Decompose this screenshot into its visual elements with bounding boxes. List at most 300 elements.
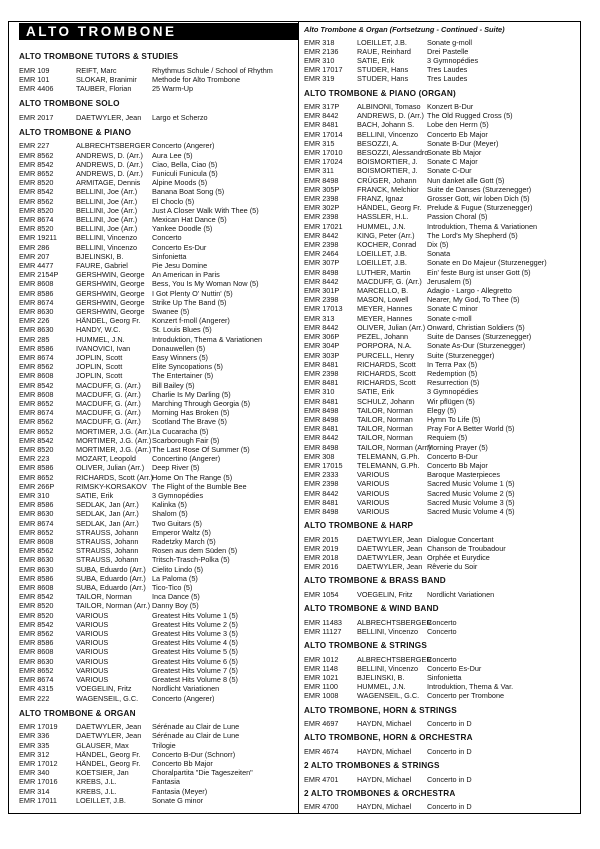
work-title: The Flight of the Bumble Bee <box>152 481 247 491</box>
composer: BJELINSKI, B. <box>357 672 405 682</box>
work-title: Bess, You Is My Woman Now (5) <box>152 279 259 289</box>
catalog-row <box>304 507 574 516</box>
composer: GERSHWIN, George <box>76 306 145 316</box>
composer: MORTIMER, J.G. (Arr.) <box>76 435 152 445</box>
work-title: Nordlicht Variationen <box>427 589 495 599</box>
section-heading: Alto Trombone & Organ (Fortsetzung - Continued - Suite) <box>304 25 505 34</box>
work-title: El Choclo (5) <box>152 196 195 206</box>
emr-number: EMR 302P <box>304 203 340 213</box>
work-title: Baroque Masterpieces <box>427 470 501 480</box>
left-sections <box>19 52 292 805</box>
emr-number: EMR 17016 <box>19 777 58 787</box>
section-heading: ALTO TROMBONE & HARP <box>304 521 414 531</box>
emr-number: EMR 8520 <box>19 205 54 215</box>
work-title: Sacred Music Volume 2 (5) <box>427 488 515 498</box>
composer: TELEMANN, G.Ph. <box>357 451 420 461</box>
emr-number: EMR 8542 <box>19 619 54 629</box>
catalog-section <box>304 25 574 84</box>
work-title: Yankee Doodle (5) <box>152 224 213 234</box>
emr-number: EMR 8481 <box>304 424 339 434</box>
composer: TAILOR, Norman (Arr.) <box>357 442 432 452</box>
catalog-row <box>304 277 574 286</box>
composer: VOEGELIN, Fritz <box>76 684 132 694</box>
composer: BELLINI, Vincenzo <box>76 242 138 252</box>
emr-number: EMR 8652 <box>19 426 54 436</box>
emr-number: EMR 311 <box>304 166 334 176</box>
emr-number: EMR 17024 <box>304 157 343 167</box>
section-heading: ALTO TROMBONE & BRASS BAND <box>304 576 446 586</box>
catalog-row <box>304 489 574 498</box>
catalog-row <box>19 307 292 316</box>
catalog-row <box>19 169 292 178</box>
catalog-row <box>304 479 574 488</box>
section-heading: ALTO TROMBONE & WIND BAND <box>304 604 439 614</box>
composer: BELLINI, Joe (Arr.) <box>76 214 138 224</box>
composer: TAILOR, Norman <box>357 405 413 415</box>
emr-number: EMR 8542 <box>19 592 54 602</box>
emr-number: EMR 285 <box>19 334 50 344</box>
composer: PURCELL, Henry <box>357 350 415 360</box>
work-title: Greatest Hits Volume 2 (5) <box>152 619 238 629</box>
emr-number: EMR 8608 <box>19 647 54 657</box>
composer: JOPLIN, Scott <box>76 362 123 372</box>
emr-number: EMR 310 <box>304 387 335 397</box>
work-title: Concerto Es-Dur <box>152 242 207 252</box>
catalog-row <box>304 295 574 304</box>
catalog-row <box>304 369 574 378</box>
composer: HAYDN, Michael <box>357 746 412 756</box>
composer: MORTIMER, J.G. (Arr.) <box>76 426 152 436</box>
composer: ALBRECHTSBERGER <box>76 141 151 151</box>
work-title: Swanee (5) <box>152 306 190 316</box>
emr-number: EMR 305P <box>304 184 340 194</box>
catalog-row <box>19 270 292 279</box>
composer: HÄNDEL, Georg Fr. <box>76 759 141 769</box>
work-title: Easy Winners (5) <box>152 352 208 362</box>
catalog-row <box>304 673 574 682</box>
composer: BELLINI, Joe (Arr.) <box>76 196 138 206</box>
catalog-row <box>19 500 292 509</box>
work-title: Mexican Hat Dance (5) <box>152 214 227 224</box>
work-title: Suite de Danses (Sturzenegger) <box>427 184 532 194</box>
catalog-row <box>19 611 292 620</box>
work-title: Funiculi Funicula (5) <box>152 168 218 178</box>
work-title: Hymn To Life (5) <box>427 414 481 424</box>
composer: MACDUFF, G. (Arr.) <box>76 399 141 408</box>
work-title: Ciao, Bella, Ciao (5) <box>152 159 218 169</box>
emr-number: EMR 8520 <box>19 610 54 620</box>
emr-number: EMR 2154P <box>19 270 59 280</box>
emr-number: EMR 336 <box>19 731 50 741</box>
composer: WAGENSEIL, G.C. <box>76 693 139 703</box>
composer: STUDER, Hans <box>357 74 409 84</box>
work-title: Sacred Music Volume 4 (5) <box>427 506 515 516</box>
work-title: Just A Closer Walk With Thee (5) <box>152 205 259 215</box>
work-title: 25 Warm-Up <box>152 83 194 93</box>
composer: ALBINONI, Tomaso <box>357 102 421 112</box>
composer: LOEILLET, J.B. <box>357 249 407 259</box>
work-title: Charlie Is My Darling (5) <box>152 389 231 399</box>
emr-number: EMR 8442 <box>304 111 339 121</box>
emr-number: EMR 319 <box>304 74 335 84</box>
catalog-row <box>304 544 574 553</box>
work-title: Wir pflügen (5) <box>427 396 475 406</box>
composer: HAYDN, Michael <box>357 802 412 812</box>
catalog-row <box>19 316 292 325</box>
work-title: Concerto in D <box>427 719 472 729</box>
catalog-row <box>304 378 574 387</box>
section-heading: ALTO TROMBONE & STRINGS <box>304 641 428 651</box>
work-title: Trilogie <box>152 740 176 750</box>
work-title: Strike Up The Band (5) <box>152 297 227 307</box>
work-title: Alpine Moods (5) <box>152 178 208 188</box>
emr-number: EMR 307P <box>304 258 340 268</box>
work-title: Pray For A Better World (5) <box>427 424 515 434</box>
work-title: Adagio - Largo - Allegretto <box>427 286 512 296</box>
emr-number: EMR 2398 <box>304 295 339 305</box>
emr-number: EMR 4406 <box>19 83 54 93</box>
composer: BELLINI, Vincenzo <box>76 233 138 243</box>
catalog-row <box>304 47 574 56</box>
composer: STRAUSS, Johann <box>76 555 139 565</box>
composer: DAETWYLER, Jean <box>357 562 423 572</box>
emr-number: EMR 306P <box>304 332 340 342</box>
composer: VARIOUS <box>357 506 390 516</box>
catalog-row <box>304 433 574 442</box>
emr-number: EMR 1148 <box>304 663 338 673</box>
emr-number: EMR 8608 <box>19 371 54 381</box>
composer: STRAUSS, Johann <box>76 546 139 556</box>
catalog-row <box>19 141 292 150</box>
emr-number: EMR 2018 <box>304 553 339 563</box>
work-title: Drei Pastelle <box>427 46 469 56</box>
composer: DAETWYLER, Jean <box>357 534 423 544</box>
emr-number: EMR 222 <box>19 693 50 703</box>
composer: ANDREWS, D. (Arr.) <box>76 159 143 169</box>
catalog-row <box>19 289 292 298</box>
catalog-row <box>19 215 292 224</box>
composer: MARCELLO, B. <box>357 286 409 296</box>
emr-number: EMR 19211 <box>19 233 57 243</box>
catalog-row <box>304 535 574 544</box>
catalog-row <box>19 362 292 371</box>
work-title: Sonate g-moll <box>427 37 473 47</box>
work-title: Sacred Music Volume 3 (5) <box>427 497 515 507</box>
emr-number: EMR 2398 <box>304 479 339 489</box>
emr-number: EMR 17019 <box>19 722 58 732</box>
emr-number: EMR 313 <box>304 313 335 323</box>
work-title: Chanson de Troubadour <box>427 543 506 553</box>
composer: BELLINI, Joe (Arr.) <box>76 187 138 197</box>
work-title: Konzert f-moll (Angerer) <box>152 316 230 326</box>
work-title: Sonate As-Dur (Sturzenegger) <box>427 341 526 351</box>
composer: BELLINI, Joe (Arr.) <box>76 205 138 215</box>
composer: VARIOUS <box>357 497 390 507</box>
composer: SATIE, Erik <box>357 55 395 65</box>
emr-number: EMR 8562 <box>19 150 54 160</box>
composer: RICHARDS, Scott <box>357 359 416 369</box>
composer: HUMMEL, J.N. <box>357 682 406 692</box>
work-title: Kalinka (5) <box>152 500 187 510</box>
composer: ANDREWS, D. (Arr.) <box>76 168 143 178</box>
emr-number: EMR 8498 <box>304 405 339 415</box>
emr-number: EMR 8520 <box>19 601 54 611</box>
catalog-page <box>8 21 581 814</box>
catalog-row <box>304 691 574 700</box>
work-title: Introduktion, Thema & Var. <box>427 682 514 692</box>
emr-number: EMR 2016 <box>304 562 339 572</box>
composer: SATIE, Erik <box>357 387 395 397</box>
composer: STRAUSS, Johann <box>76 527 139 537</box>
catalog-row <box>304 258 574 267</box>
emr-number: EMR 318 <box>304 37 335 47</box>
composer: DAETWYLER, Jean <box>76 722 142 732</box>
work-title: Tico-Tico (5) <box>152 583 193 593</box>
emr-number: EMR 8674 <box>19 408 54 418</box>
emr-number: EMR 2019 <box>304 543 339 553</box>
catalog-row <box>304 222 574 231</box>
emr-number: EMR 8562 <box>19 196 54 206</box>
work-title: Sonate C minor <box>427 304 478 314</box>
emr-number: EMR 8481 <box>304 497 339 507</box>
composer: VARIOUS <box>76 675 109 685</box>
work-title: An American in Paris <box>152 270 220 280</box>
work-title: Fantasia <box>152 777 180 787</box>
emr-number: EMR 8481 <box>304 396 339 406</box>
catalog-row <box>19 427 292 436</box>
work-title: Nordlicht Variationen <box>152 684 220 694</box>
composer: OLIVER, Julian (Arr.) <box>357 322 426 332</box>
work-title: Scarborough Fair (5) <box>152 435 220 445</box>
composer: ANDREWS, D. (Arr.) <box>357 111 424 121</box>
composer: HAYDN, Michael <box>357 774 412 784</box>
composer: KREBS, J.L. <box>76 777 117 787</box>
composer: GERSHWIN, George <box>76 288 145 298</box>
composer: BOISMORTIER, J. <box>357 166 418 176</box>
work-title: Grosser Gott, wir loben Dich (5) <box>427 194 530 204</box>
work-title: Nun danket alle Gott (5) <box>427 175 505 185</box>
work-title: The Lord's My Shepherd (5) <box>427 230 518 240</box>
work-title: Emperor Waltz (5) <box>152 527 211 537</box>
work-title: Rhythmus Schule / School of Rhythm <box>152 65 273 75</box>
work-title: Deep River (5) <box>152 463 200 473</box>
composer: MOZART, Leopold <box>76 454 136 464</box>
composer: MACDUFF, G. (Arr.) <box>76 380 141 390</box>
emr-number: EMR 1012 <box>304 654 339 664</box>
catalog-row <box>304 120 574 129</box>
composer: RICHARDS, Scott (Arr.) <box>76 472 154 482</box>
emr-number: EMR 8630 <box>19 656 54 666</box>
emr-number: EMR 8674 <box>19 518 54 528</box>
emr-number: EMR 1021 <box>304 672 339 682</box>
catalog-row <box>304 775 574 784</box>
catalog-row <box>304 148 574 157</box>
section-heading: ALTO TROMBONE & ORGAN <box>19 708 136 718</box>
composer: SEDLAK, Jan (Arr.) <box>76 500 139 510</box>
catalog-row <box>304 304 574 313</box>
catalog-row <box>304 314 574 323</box>
catalog-row <box>19 519 292 528</box>
section-heading: ALTO TROMBONE TUTORS & STUDIES <box>19 52 179 61</box>
composer: SATIE, Erik <box>76 491 114 501</box>
composer: LOEILLET, J.B. <box>357 37 407 47</box>
catalog-row <box>19 344 292 353</box>
catalog-row <box>304 139 574 148</box>
catalog-row <box>304 176 574 185</box>
work-title: Sinfonietta <box>152 251 187 261</box>
work-title: St. Louis Blues (5) <box>152 325 212 335</box>
emr-number: EMR 8562 <box>19 362 54 372</box>
catalog-row <box>19 224 292 233</box>
composer: MEYER, Hannes <box>357 313 413 323</box>
catalog-row <box>304 682 574 691</box>
work-title: Passion Choral (5) <box>427 212 488 222</box>
catalog-row <box>304 130 574 139</box>
work-title: Concerto per Trombone <box>427 691 505 701</box>
catalog-row <box>304 553 574 562</box>
composer: HAYDN, Michael <box>357 719 412 729</box>
emr-number: EMR 8652 <box>19 472 54 482</box>
catalog-section <box>304 89 574 517</box>
composer: JOPLIN, Scott <box>76 371 123 381</box>
catalog-section <box>304 706 574 729</box>
emr-number: EMR 8586 <box>19 573 54 583</box>
composer: GERSHWIN, George <box>76 297 145 307</box>
catalog-section <box>304 761 574 784</box>
emr-number: EMR 303P <box>304 350 340 360</box>
catalog-row <box>304 415 574 424</box>
emr-number: EMR 8630 <box>19 555 54 565</box>
catalog-row <box>19 252 292 261</box>
emr-number: EMR 17010 <box>304 148 343 158</box>
emr-number: EMR 8542 <box>19 380 54 390</box>
composer: KOCHER, Conrad <box>357 240 417 250</box>
work-title: Concerto <box>427 626 457 636</box>
composer: HÄNDEL, Georg Fr. <box>76 749 141 759</box>
emr-number: EMR 8481 <box>304 120 339 130</box>
work-title: Donauwellen (5) <box>152 343 206 353</box>
emr-number: EMR 8608 <box>19 389 54 399</box>
work-title: Prelude & Fugue (Sturzenegger) <box>427 203 533 213</box>
composer: VARIOUS <box>76 638 109 648</box>
work-title: Bill Bailey (5) <box>152 380 195 390</box>
catalog-row <box>19 160 292 169</box>
work-title: Introduktion, Thema & Variationen <box>427 221 538 231</box>
emr-number: EMR 8674 <box>19 352 54 362</box>
catalog-row <box>19 75 292 84</box>
composer: KREBS, J.L. <box>76 786 117 796</box>
composer: MORTIMER, J.G. (Arr.) <box>76 445 152 455</box>
work-title: Sérénade au Clair de Lune <box>152 722 240 732</box>
catalog-section <box>304 789 574 812</box>
composer: GERSHWIN, George <box>76 270 145 280</box>
composer: GERSHWIN, George <box>76 279 145 289</box>
section-heading: ALTO TROMBONE & PIANO <box>19 127 132 137</box>
composer: SUBA, Eduardo (Arr.) <box>76 583 146 593</box>
work-title: Elite Syncopations (5) <box>152 362 223 372</box>
catalog-row <box>19 509 292 518</box>
emr-number: EMR 8442 <box>304 322 339 332</box>
work-title: Sonate c-moll <box>427 313 472 323</box>
work-title: Concerto Bb Major <box>152 759 213 769</box>
emr-number: EMR 8608 <box>19 537 54 547</box>
composer: BESOZZI, Alessandro <box>357 148 429 158</box>
work-title: Requiem (5) <box>427 433 468 443</box>
emr-number: EMR 310 <box>304 55 335 65</box>
emr-number: EMR 17011 <box>19 795 57 805</box>
catalog-row <box>304 387 574 396</box>
emr-number: EMR 312 <box>19 749 50 759</box>
composer: TAILOR, Norman <box>357 424 413 434</box>
work-title: In Terra Pax (5) <box>427 359 478 369</box>
work-title: Resurrection (5) <box>427 378 480 388</box>
composer: SEDLAK, Jan (Arr.) <box>76 509 139 519</box>
catalog-row <box>19 233 292 242</box>
work-title: Sonate Bb Major <box>427 148 482 158</box>
emr-number: EMR 17013 <box>304 304 343 314</box>
composer: LOEILLET, J.B. <box>76 795 126 805</box>
composer: ARMITAGE, Dennis <box>76 178 141 188</box>
catalog-row <box>19 381 292 390</box>
catalog-row <box>304 747 574 756</box>
composer: MACDUFF, G. (Arr.) <box>76 408 141 418</box>
catalog-row <box>19 657 292 666</box>
emr-number: EMR 17012 <box>19 759 58 769</box>
composer: BELLINI, Joe (Arr.) <box>76 224 138 234</box>
catalog-row <box>304 74 574 83</box>
catalog-row <box>19 206 292 215</box>
emr-number: EMR 8652 <box>19 665 54 675</box>
composer: STUDER, Hans <box>357 65 409 75</box>
work-title: Sacred Music Volume 1 (5) <box>427 479 515 489</box>
catalog-row <box>304 185 574 194</box>
catalog-section <box>304 521 574 571</box>
catalog-row <box>19 390 292 399</box>
work-title: Ein' feste Burg ist unser Gott (5) <box>427 267 531 277</box>
emr-number: EMR 8674 <box>19 675 54 685</box>
catalog-row <box>19 555 292 564</box>
composer: PEZEL, Johann <box>357 332 409 342</box>
emr-number: EMR 17017 <box>304 65 343 75</box>
catalog-row <box>304 323 574 332</box>
work-title: Concerto Es-Dur <box>427 663 482 673</box>
catalog-row <box>304 627 574 636</box>
emr-number: EMR 109 <box>19 65 50 75</box>
composer: MEYER, Hannes <box>357 304 413 314</box>
composer: CRÜGER, Johann <box>357 175 417 185</box>
work-title: La Paloma (5) <box>152 573 198 583</box>
emr-number: EMR 11127 <box>304 626 342 636</box>
composer: OLIVER, Julian (Arr.) <box>76 463 145 473</box>
work-title: Marching Through Georgia (5) <box>152 399 251 408</box>
work-title: Shalom (5) <box>152 509 188 519</box>
catalog-row <box>304 231 574 240</box>
emr-number: EMR 2464 <box>304 249 339 259</box>
work-title: Morning Has Broken (5) <box>152 408 230 418</box>
catalog-section <box>19 128 292 703</box>
composer: SUBA, Eduardo (Arr.) <box>76 573 146 583</box>
catalog-row <box>19 759 292 768</box>
composer: BESOZZI, A. <box>357 138 399 148</box>
catalog-row <box>19 629 292 638</box>
emr-number: EMR 314 <box>19 786 50 796</box>
work-title: Banana Boat Song (5) <box>152 187 225 197</box>
work-title: Choralpartita "Die Tageszeiten" <box>152 768 253 778</box>
emr-number: EMR 8520 <box>19 224 54 234</box>
page-title <box>19 23 298 40</box>
work-title: The Old Rugged Cross (5) <box>427 111 513 121</box>
work-title: Sérénade au Clair de Lune <box>152 731 240 741</box>
